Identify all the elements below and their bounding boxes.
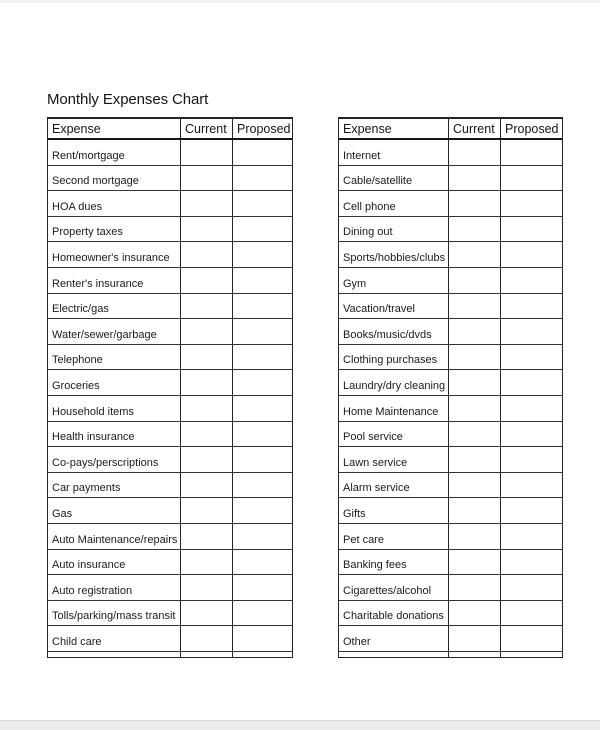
proposed-value-cell xyxy=(501,447,562,472)
table-row xyxy=(48,268,292,294)
page-title: Monthly Expenses Chart xyxy=(47,91,209,109)
table-row xyxy=(339,268,562,294)
table-row xyxy=(339,422,562,448)
current-value-cell xyxy=(449,422,501,447)
current-value-cell xyxy=(449,140,501,165)
table-row xyxy=(48,447,292,473)
table-row xyxy=(339,626,562,652)
expense-label-cell: Lawn service xyxy=(339,447,449,472)
expense-label-cell: Alarm service xyxy=(339,473,449,498)
current-value-cell xyxy=(449,319,501,344)
proposed-value-cell xyxy=(501,268,562,293)
proposed-value-cell xyxy=(501,524,562,549)
expense-label-cell: Tolls/parking/mass transit xyxy=(48,601,181,626)
proposed-value-cell xyxy=(233,370,292,395)
proposed-value-cell xyxy=(501,601,562,626)
current-value-cell xyxy=(181,447,233,472)
current-value-cell xyxy=(181,319,233,344)
current-value-cell xyxy=(449,575,501,600)
current-value-cell xyxy=(181,345,233,370)
table-row xyxy=(48,319,292,345)
proposed-value-cell xyxy=(501,217,562,242)
proposed-value-cell xyxy=(233,422,292,447)
current-value-cell xyxy=(181,601,233,626)
proposed-value-cell xyxy=(501,473,562,498)
current-value-cell xyxy=(449,447,501,472)
current-value-cell xyxy=(449,626,501,651)
current-value-cell xyxy=(449,345,501,370)
expense-label-cell: Groceries xyxy=(48,370,181,395)
proposed-value-cell xyxy=(501,626,562,651)
expense-label-cell: HOA dues xyxy=(48,191,181,216)
current-value-cell xyxy=(181,473,233,498)
table-row xyxy=(339,217,562,243)
proposed-value-cell xyxy=(501,498,562,523)
expense-label-cell: Banking fees xyxy=(339,550,449,575)
proposed-value-cell xyxy=(501,652,562,658)
column-header-expense: Expense xyxy=(339,119,449,138)
expense-label-cell: Car payments xyxy=(48,473,181,498)
table-row xyxy=(48,370,292,396)
proposed-value-cell xyxy=(233,447,292,472)
proposed-value-cell xyxy=(501,166,562,191)
expense-label-cell: Property taxes xyxy=(48,217,181,242)
expense-label-cell: Second mortgage xyxy=(48,166,181,191)
table-row xyxy=(339,319,562,345)
table-row xyxy=(339,191,562,217)
table-row xyxy=(339,140,562,166)
expense-label-cell: Charitable donations xyxy=(339,601,449,626)
expense-label-cell: Water/sewer/garbage xyxy=(48,319,181,344)
expense-label-cell: Gas xyxy=(48,498,181,523)
table-row xyxy=(48,191,292,217)
table-row xyxy=(48,498,292,524)
expense-label-cell: Household items xyxy=(48,396,181,421)
current-value-cell xyxy=(449,370,501,395)
current-value-cell xyxy=(449,498,501,523)
current-value-cell xyxy=(181,166,233,191)
current-value-cell xyxy=(449,242,501,267)
table-row xyxy=(48,242,292,268)
current-value-cell xyxy=(449,166,501,191)
table-row xyxy=(48,473,292,499)
table-row xyxy=(48,601,292,627)
current-value-cell xyxy=(449,652,501,658)
expense-label-cell: Electric/gas xyxy=(48,294,181,319)
current-value-cell xyxy=(181,550,233,575)
proposed-value-cell xyxy=(501,370,562,395)
expense-label-cell: Child care xyxy=(48,626,181,651)
scan-edge-bottom xyxy=(0,720,600,730)
current-value-cell xyxy=(181,498,233,523)
expense-label-cell: Pet care xyxy=(339,524,449,549)
expense-label-cell: Books/music/dvds xyxy=(339,319,449,344)
cutoff-row xyxy=(48,652,292,658)
current-value-cell xyxy=(181,268,233,293)
expense-label-cell: Rent/mortgage xyxy=(48,140,181,165)
proposed-value-cell xyxy=(501,319,562,344)
proposed-value-cell xyxy=(233,166,292,191)
proposed-value-cell xyxy=(501,140,562,165)
table-header-row xyxy=(339,119,562,140)
current-value-cell xyxy=(449,550,501,575)
expense-label-cell: Auto Maintenance/repairs xyxy=(48,524,181,549)
current-value-cell xyxy=(181,652,233,658)
proposed-value-cell xyxy=(233,524,292,549)
proposed-value-cell xyxy=(501,191,562,216)
table-row xyxy=(339,575,562,601)
table-row xyxy=(48,550,292,576)
proposed-value-cell xyxy=(501,345,562,370)
expense-label-cell: Sports/hobbies/clubs xyxy=(339,242,449,267)
expense-label-cell: Vacation/travel xyxy=(339,294,449,319)
column-header-proposed: Proposed xyxy=(505,122,559,136)
current-value-cell xyxy=(181,217,233,242)
table-row xyxy=(48,575,292,601)
expense-label-cell: Other xyxy=(339,626,449,651)
proposed-value-cell xyxy=(233,396,292,421)
expense-label-cell: Health insurance xyxy=(48,422,181,447)
proposed-value-cell xyxy=(233,652,292,658)
expense-label-cell: Auto registration xyxy=(48,575,181,600)
current-value-cell xyxy=(449,268,501,293)
expense-label-cell: Cell phone xyxy=(339,191,449,216)
table-row xyxy=(339,498,562,524)
current-value-cell xyxy=(181,396,233,421)
proposed-value-cell xyxy=(233,319,292,344)
proposed-value-cell xyxy=(233,575,292,600)
current-value-cell xyxy=(181,422,233,447)
expense-label-cell: Gym xyxy=(339,268,449,293)
column-header-current: Current xyxy=(449,119,501,138)
table-row xyxy=(48,217,292,243)
column-header-current: Current xyxy=(181,119,233,138)
expense-label-cell xyxy=(339,652,449,658)
table-row xyxy=(339,242,562,268)
proposed-value-cell xyxy=(233,498,292,523)
expense-label-cell: Homeowner's insurance xyxy=(48,242,181,267)
expense-label-cell: Auto insurance xyxy=(48,550,181,575)
proposed-value-cell xyxy=(233,601,292,626)
current-value-cell xyxy=(181,370,233,395)
table-row xyxy=(48,524,292,550)
proposed-value-cell xyxy=(501,550,562,575)
expense-label-cell: Clothing purchases xyxy=(339,345,449,370)
table-row xyxy=(48,422,292,448)
table-row xyxy=(48,345,292,371)
table-row xyxy=(339,294,562,320)
proposed-value-cell xyxy=(233,345,292,370)
table-row xyxy=(48,294,292,320)
current-value-cell xyxy=(449,396,501,421)
expenses-table-right xyxy=(338,117,563,658)
proposed-value-cell xyxy=(233,242,292,267)
expense-label-cell: Telephone xyxy=(48,345,181,370)
current-value-cell xyxy=(181,575,233,600)
proposed-value-cell xyxy=(501,422,562,447)
table-row xyxy=(339,370,562,396)
expense-label-cell: Dining out xyxy=(339,217,449,242)
current-value-cell xyxy=(181,242,233,267)
column-header-proposed: Proposed xyxy=(237,122,291,136)
expense-label-cell: Co-pays/perscriptions xyxy=(48,447,181,472)
expense-label-cell: Laundry/dry cleaning xyxy=(339,370,449,395)
table-body xyxy=(339,140,562,652)
expense-label-cell: Cigarettes/alcohol xyxy=(339,575,449,600)
current-value-cell xyxy=(181,140,233,165)
expense-label-cell: Pool service xyxy=(339,422,449,447)
current-value-cell xyxy=(449,524,501,549)
current-value-cell xyxy=(449,601,501,626)
table-row xyxy=(339,473,562,499)
expense-label-cell: Internet xyxy=(339,140,449,165)
table-row xyxy=(339,396,562,422)
expense-label-cell: Cable/satellite xyxy=(339,166,449,191)
expenses-table-left xyxy=(47,117,293,658)
table-row xyxy=(339,447,562,473)
table-body xyxy=(48,140,292,652)
table-row xyxy=(48,166,292,192)
proposed-value-cell xyxy=(501,396,562,421)
current-value-cell xyxy=(181,191,233,216)
proposed-value-cell xyxy=(233,217,292,242)
proposed-value-cell xyxy=(233,473,292,498)
table-row xyxy=(339,601,562,627)
table-row xyxy=(339,524,562,550)
table-row xyxy=(48,396,292,422)
proposed-value-cell xyxy=(233,294,292,319)
expense-label-cell: Renter's insurance xyxy=(48,268,181,293)
expense-label-cell: Home Maintenance xyxy=(339,396,449,421)
proposed-value-cell xyxy=(233,626,292,651)
proposed-value-cell xyxy=(501,242,562,267)
proposed-value-cell xyxy=(233,550,292,575)
current-value-cell xyxy=(449,191,501,216)
current-value-cell xyxy=(181,524,233,549)
current-value-cell xyxy=(181,626,233,651)
table-row xyxy=(48,626,292,652)
scan-edge-top xyxy=(0,0,600,3)
proposed-value-cell xyxy=(233,268,292,293)
table-row xyxy=(339,345,562,371)
proposed-value-cell xyxy=(233,191,292,216)
current-value-cell xyxy=(181,294,233,319)
cutoff-row xyxy=(339,652,562,658)
proposed-value-cell xyxy=(233,140,292,165)
current-value-cell xyxy=(449,294,501,319)
current-value-cell xyxy=(449,473,501,498)
expense-label-cell: Gifts xyxy=(339,498,449,523)
current-value-cell xyxy=(449,217,501,242)
proposed-value-cell xyxy=(501,294,562,319)
column-header-expense: Expense xyxy=(48,119,181,138)
table-row xyxy=(339,550,562,576)
proposed-value-cell xyxy=(501,575,562,600)
table-header-row xyxy=(48,119,292,140)
expense-label-cell xyxy=(48,652,181,658)
table-row xyxy=(339,166,562,192)
table-row xyxy=(48,140,292,166)
